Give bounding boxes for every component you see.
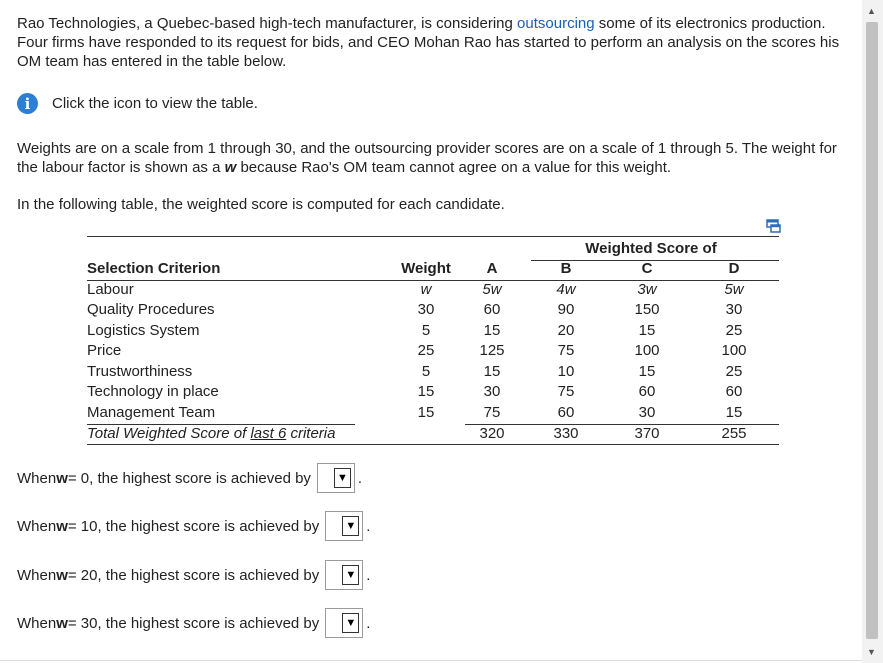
question-text: = 0, the highest score is achieved by (67, 469, 311, 487)
row-score-a: 15 (483, 322, 501, 339)
question-pre: When (17, 566, 57, 584)
vertical-scrollbar[interactable] (862, 0, 883, 663)
header-weight: Weight (401, 260, 451, 277)
dropdown-arrow-icon[interactable]: ▼ (334, 468, 351, 488)
row-score-a: 30 (483, 383, 501, 400)
row-score-b: 75 (557, 383, 575, 400)
dropdown-arrow-icon[interactable]: ▼ (342, 613, 359, 633)
question-w0 (17, 463, 362, 493)
answer-dropdown-w10[interactable] (325, 511, 363, 541)
weights-text-2: because Rao's OM team cannot agree on a value for this weight. (236, 159, 672, 176)
scroll-up-icon[interactable]: ▲ (867, 6, 876, 16)
row-score-c: 3w (637, 281, 657, 298)
question-var: w (56, 469, 68, 487)
header-criterion: Selection Criterion (87, 260, 221, 277)
row-score-b: 20 (557, 322, 575, 339)
dropdown-arrow-icon[interactable]: ▼ (342, 565, 359, 585)
question-period: . (357, 469, 363, 487)
row-weight: 5 (421, 363, 431, 380)
answer-dropdown-w20[interactable] (325, 560, 363, 590)
weights-text-1: Weights are on a scale from 1 through 30, and the outsourcing provider scores are on a scale of 1 through 5. The weight for the labour factor is shown as a (17, 140, 837, 176)
row-score-c: 100 (634, 342, 660, 359)
row-score-d: 60 (725, 383, 743, 400)
weights-w: w (224, 159, 237, 176)
row-score-a: 5w (482, 281, 502, 298)
table-bottom-rule (87, 444, 779, 445)
question-text: = 20, the highest score is achieved by (67, 566, 320, 584)
question-w10 (17, 511, 370, 541)
row-weight: w (420, 281, 432, 298)
intro-paragraph (17, 14, 847, 71)
total-label (87, 425, 335, 442)
answer-dropdown-w30[interactable] (325, 608, 363, 638)
intro-text-2: some of its electronics production. Four firms have responded to its request for bids, and CEO Mohan Rao has started to perform an analysis on the scores his OM team has entered in the table below. (17, 15, 840, 70)
row-score-c: 15 (638, 363, 656, 380)
header-a: A (486, 260, 498, 277)
question-text: = 30, the highest score is achieved by (67, 614, 320, 632)
row-score-b: 90 (557, 301, 575, 318)
question-w30 (17, 608, 370, 638)
question-text: = 10, the highest score is achieved by (67, 517, 320, 535)
question-var: w (56, 614, 68, 632)
outsourcing-link[interactable]: outsourcing (517, 15, 595, 32)
header-c: C (641, 260, 653, 277)
row-score-d: 30 (725, 301, 743, 318)
copy-table-icon[interactable] (766, 219, 782, 233)
info-icon[interactable]: i (17, 93, 38, 114)
row-score-c: 150 (634, 301, 660, 318)
row-score-a: 60 (483, 301, 501, 318)
total-score-d: 255 (721, 425, 747, 442)
row-score-b: 75 (557, 342, 575, 359)
dropdown-arrow-icon[interactable]: ▼ (342, 516, 359, 536)
weights-paragraph (17, 139, 847, 177)
info-text: Click the icon to view the table. (52, 95, 258, 112)
question-period: . (366, 566, 371, 584)
row-weight: 5 (421, 322, 431, 339)
intro-text-1: Rao Technologies, a Quebec-based high-tech manufacturer, is considering (17, 15, 518, 32)
total-score-b: 330 (553, 425, 579, 442)
question-w20 (17, 560, 370, 590)
scroll-down-icon[interactable]: ▼ (867, 647, 876, 657)
row-score-d: 25 (725, 363, 743, 380)
scrollbar-thumb[interactable] (866, 22, 878, 639)
row-score-d: 100 (721, 342, 747, 359)
row-score-d: 15 (725, 404, 743, 421)
row-score-b: 10 (557, 363, 575, 380)
row-weight: 25 (417, 342, 435, 359)
header-d: D (728, 260, 740, 277)
total-label-link: last 6 (250, 425, 287, 442)
row-score-c: 15 (638, 322, 656, 339)
row-criterion: Labour (87, 281, 134, 298)
row-score-a: 75 (483, 404, 501, 421)
row-score-b: 60 (557, 404, 575, 421)
question-var: w (56, 517, 68, 535)
row-score-d: 5w (724, 281, 744, 298)
row-weight: 15 (417, 383, 435, 400)
total-label-pre: Total Weighted Score of (87, 425, 251, 442)
total-label-post: criteria (286, 425, 336, 442)
row-score-b: 4w (556, 281, 576, 298)
row-score-a: 15 (483, 363, 501, 380)
table-intro: In the following table, the weighted score is computed for each candidate. (17, 196, 505, 213)
bottom-divider (0, 660, 862, 661)
total-score-c: 370 (634, 425, 660, 442)
row-criterion: Logistics System (87, 322, 200, 339)
question-period: . (366, 614, 371, 632)
question-pre: When (17, 614, 57, 632)
row-criterion: Price (87, 342, 122, 359)
question-period: . (366, 517, 371, 535)
total-score-a: 320 (479, 425, 505, 442)
row-weight: 15 (417, 404, 435, 421)
table-top-rule (87, 236, 779, 237)
header-b: B (560, 260, 572, 277)
row-score-a: 125 (479, 342, 505, 359)
answer-dropdown-w0[interactable] (317, 463, 355, 493)
question-pre: When (17, 517, 57, 535)
row-score-d: 25 (725, 322, 743, 339)
weighted-score-header: Weighted Score of (585, 240, 717, 257)
row-criterion: Quality Procedures (87, 301, 215, 318)
question-pre: When (17, 469, 57, 487)
row-criterion: Management Team (87, 404, 216, 421)
row-score-c: 60 (638, 383, 656, 400)
info-row (17, 93, 258, 114)
question-var: w (56, 566, 68, 584)
row-score-c: 30 (638, 404, 656, 421)
row-criterion: Technology in place (87, 383, 219, 400)
row-criterion: Trustworthiness (87, 363, 193, 380)
row-weight: 30 (417, 301, 435, 318)
